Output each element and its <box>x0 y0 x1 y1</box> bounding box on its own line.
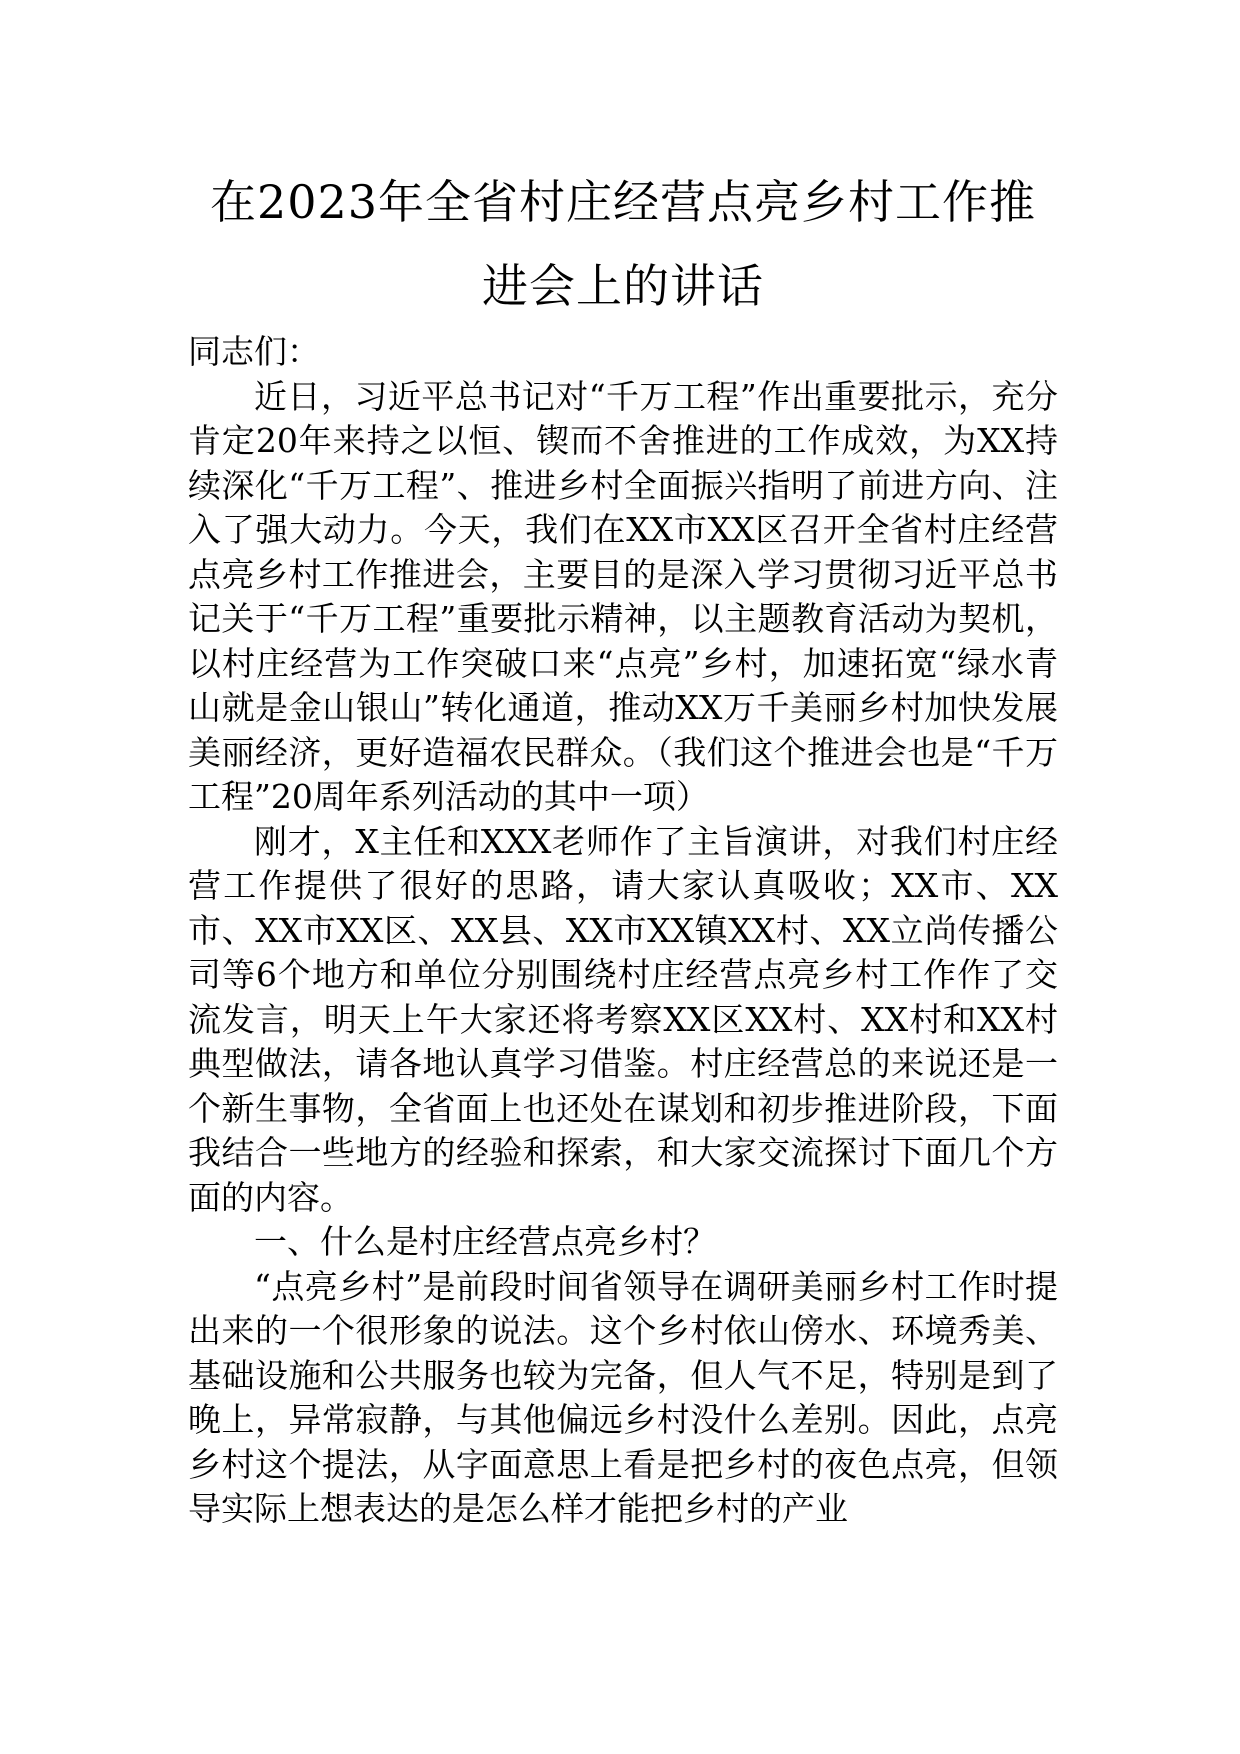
document-page <box>188 160 1058 1532</box>
paragraph-opening: 近日，习近平总书记对“千万工程”作出重要批示，充分肯定20年来持之以恒、锲而不舍推进的工作成效，为XX持续深化“千万工程”、推进乡村全面振兴指明了前进方向、注入了强大动力。今天，我们在XX市XX区召开全省村庄经营点亮乡村工作推进会，主要目的是深入学习贯彻习近平总书记关于“千万工程”重要批示精神，以主题教育活动为契机，以村庄经营为工作突破口来“点亮”乡村，加速拓宽“绿水青山就是金山银山”转化通道，推动XX万千美丽乡村加快发展美丽经济，更好造福农民群众。（我们这个推进会也是“千万工程”20周年系列活动的其中一项） <box>188 376 1058 816</box>
document-title: 在2023年全省村庄经营点亮乡村工作推进会上的讲话 <box>209 175 1037 313</box>
salutation: 同志们： <box>188 332 320 371</box>
section-heading: 一、什么是村庄经营点亮乡村？ <box>254 1222 716 1261</box>
paragraph-agenda: 刚才，X主任和XXX老师作了主旨演讲，对我们村庄经营工作提供了很好的思路，请大家认真吸收；XX市、XX市、XX市XX区、XX县、XX市XX镇XX村、XX立尚传播公司等6个地方和单位分别围绕村庄经营点亮乡村工作作了交流发言，明天上午大家还将考察XX区XX村、XX村和XX村典型做法，请各地认真学习借鉴。村庄经营总的来说还是一个新生事物，全省面上也还处在谋划和初步推进阶段，下面我结合一些地方的经验和探索，和大家交流探讨下面几个方面的内容。 <box>188 821 1058 1217</box>
paragraph-light-up-village: “点亮乡村”是前段时间省领导在调研美丽乡村工作时提出来的一个很形象的说法。这个乡村依山傍水、环境秀美、基础设施和公共服务也较为完备，但人气不足，特别是到了晚上，异常寂静，与其他偏远乡村没什么差别。因此，点亮乡村这个提法，从字面意思上看是把乡村的夜色点亮，但领导实际上想表达的是怎么样才能把乡村的产业 <box>188 1266 1058 1528</box>
